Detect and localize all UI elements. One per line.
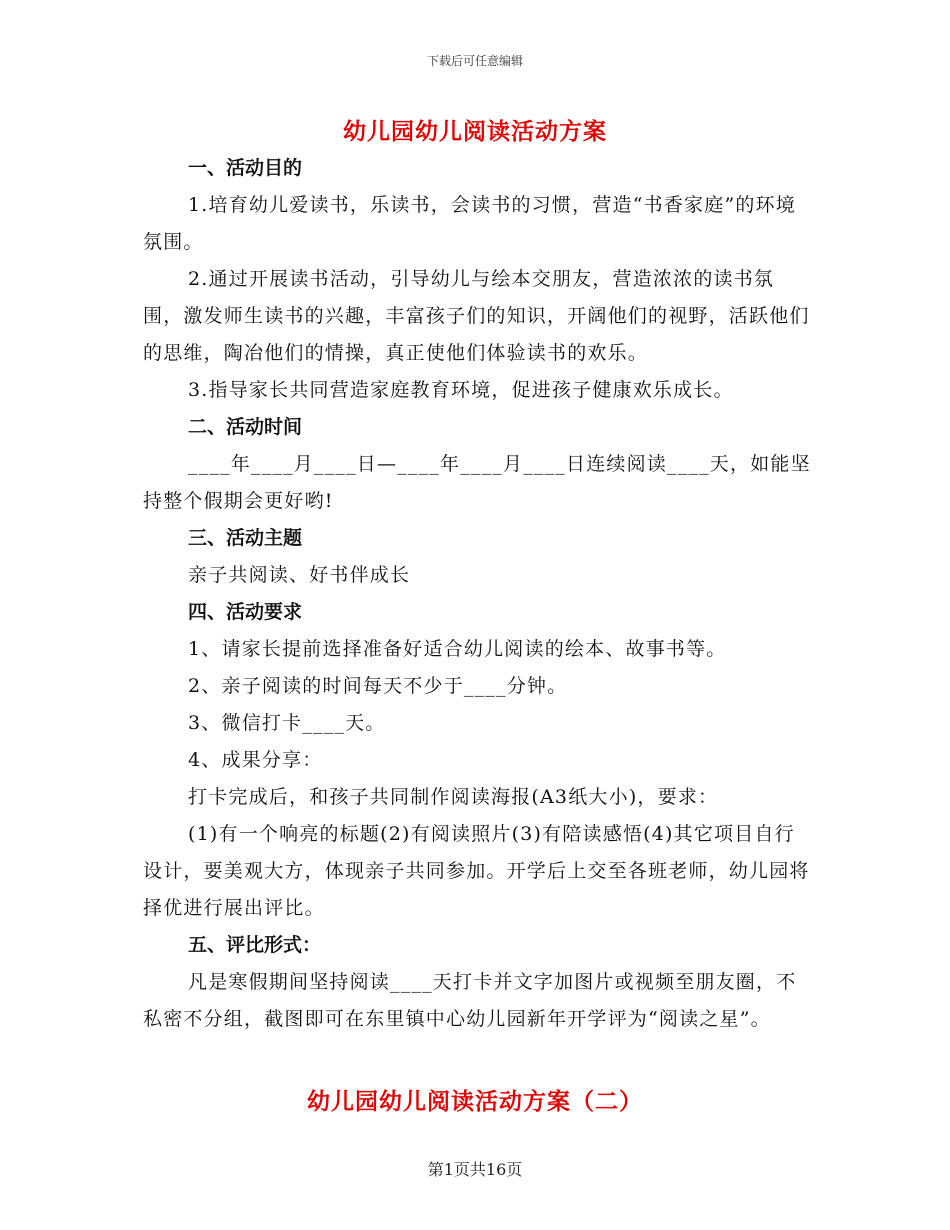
list-item: 4、成果分享： bbox=[188, 749, 323, 771]
paragraph: 亲子共阅读、好书伴成长 bbox=[188, 564, 411, 586]
section-heading-requirements: 四、活动要求 bbox=[188, 601, 303, 623]
paragraph: 1.培育幼儿爱读书，乐读书，会读书的习惯，营造“书香家庭”的环境氛围。 bbox=[143, 194, 796, 253]
paragraph: 2.通过开展读书活动，引导幼儿与绘本交朋友，营造浓浓的读书氛围，激发师生读书的兴趣，丰富孩子们的知识，开阔他们的视野，活跃他们的思维，陶冶他们的情操，真正使他们体验读书的欢乐。 bbox=[143, 268, 810, 364]
paragraph: 凡是寒假期间坚持阅读____天打卡并文字加图片或视频至朋友圈，不私密不分组，截图即可在东里镇中心幼儿园新年开学评为“阅读之星”。 bbox=[143, 971, 797, 1030]
list-item: 3、微信打卡____天。 bbox=[188, 712, 386, 734]
section-heading-theme: 三、活动主题 bbox=[188, 527, 303, 549]
list-item: 1、请家长提前选择准备好适合幼儿阅读的绘本、故事书等。 bbox=[188, 638, 727, 660]
list-item: 2、亲子阅读的时间每天不少于____分钟。 bbox=[188, 675, 568, 697]
paragraph: 打卡完成后，和孩子共同制作阅读海报(A3纸大小)，要求： bbox=[188, 786, 719, 808]
page-title-part-two: 幼儿园幼儿阅读活动方案（二） bbox=[307, 1088, 643, 1115]
section-heading-time: 二、活动时间 bbox=[188, 416, 303, 438]
paragraph: ____年____月____日—____年____月____日连续阅读____天，如能坚持整个假期会更好哟! bbox=[143, 453, 811, 512]
document-body bbox=[143, 150, 811, 1075]
paragraph: 3.指导家长共同营造家庭教育环境，促进孩子健康欢乐成长。 bbox=[188, 379, 734, 401]
section-heading-evaluation: 五、评比形式： bbox=[188, 934, 322, 956]
header-note: 下载后可任意编辑 bbox=[426, 54, 523, 68]
page-title: 幼儿园幼儿阅读活动方案 bbox=[343, 118, 607, 145]
page-number: 第1页共16页 bbox=[427, 1160, 523, 1179]
paragraph: (1)有一个响亮的标题(2)有阅读照片(3)有陪读感悟(4)其它项目自行设计，要美观大方，体现亲子共同参加。开学后上交至各班老师，幼儿园将择优进行展出评比。 bbox=[143, 823, 810, 919]
section-heading-purpose: 一、活动目的 bbox=[188, 157, 303, 179]
